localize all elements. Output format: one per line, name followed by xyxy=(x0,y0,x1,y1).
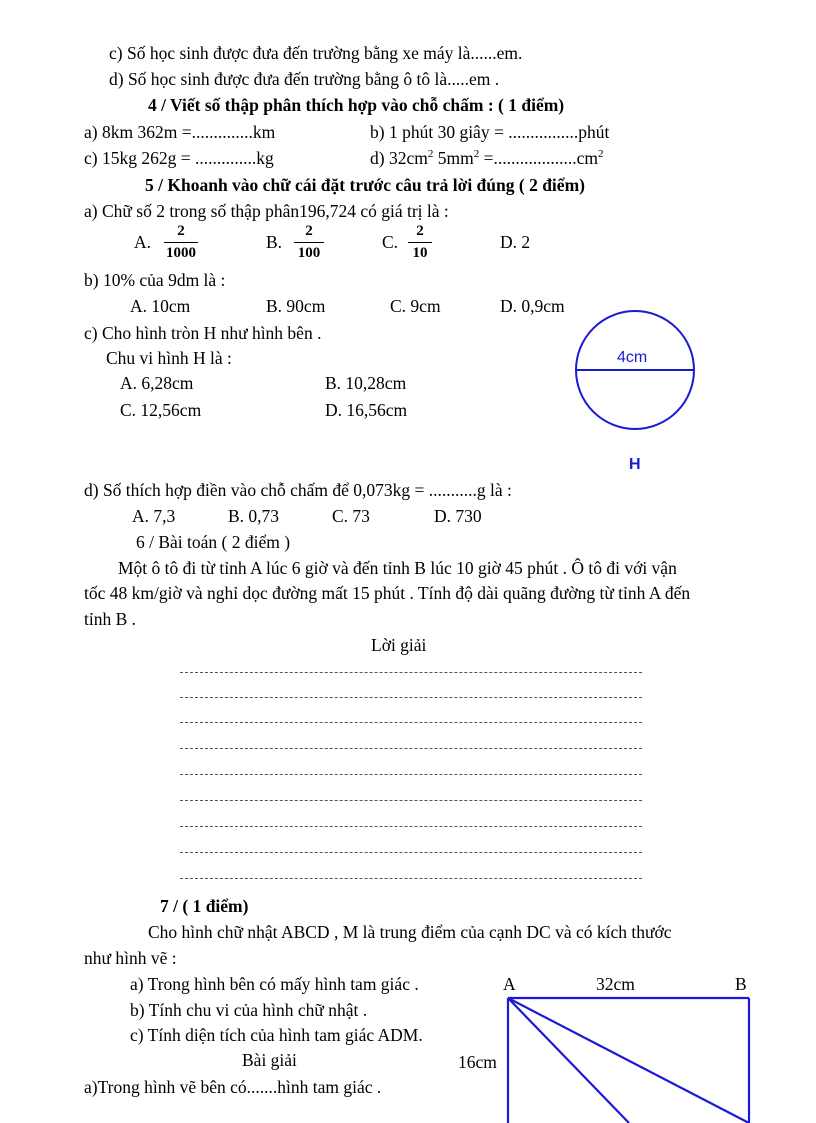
q7-solution-heading: Bài giải xyxy=(242,1050,297,1070)
q5-a-option-d: D. 2 xyxy=(500,232,531,252)
q5-b-question: b) 10% của 9dm là : xyxy=(84,270,226,290)
q4-b: b) 1 phút 30 giây = ................phút xyxy=(370,122,610,142)
q5-c-option-a: A. 6,28cm xyxy=(120,373,194,393)
q5-a-option-a-fraction: $\frac{2}{1000}$ xyxy=(166,223,196,261)
q7-b: b) Tính chu vi của hình chữ nhật . xyxy=(130,1000,368,1020)
q5-b-option-d: D. 0,9cm xyxy=(500,296,565,316)
q5-d-option-b: B. 0,73 xyxy=(228,506,280,526)
answer-line xyxy=(180,878,642,879)
height-label: 16cm xyxy=(458,1052,497,1072)
q4-d: d) $32cm^2$ $5mm^2 =...................cm^2$ xyxy=(370,148,604,168)
q5-b-option-c: C. 9cm xyxy=(390,296,441,316)
diagonal-a-to-c xyxy=(508,998,749,1123)
q5-c-question: c) Cho hình tròn H như hình bên . xyxy=(84,323,322,343)
q5-a-option-c-fraction: $\frac{2}{10}$ xyxy=(408,224,432,261)
q5-d-option-a: A. 7,3 xyxy=(132,506,176,526)
answer-line xyxy=(180,800,642,801)
circle-diameter-label: 4cm xyxy=(617,349,648,366)
answer-line xyxy=(180,826,642,827)
q7-a: a) Trong hình bên có mấy hình tam giác . xyxy=(130,974,419,994)
q6-line-2: tốc 48 km/giờ và nghỉ dọc đường mất 15 phút . Tính độ dài quãng đường từ tỉnh A đến xyxy=(84,583,691,603)
vertex-a-label: A xyxy=(503,974,516,994)
q5-d-question: d) Số thích hợp điền vào chỗ chấm để 0,073kg = ...........g là : xyxy=(84,480,512,500)
q5-a-option-a-label: A. xyxy=(134,232,152,252)
vertex-b-label: B xyxy=(735,974,747,994)
q5-d-option-c: C. 73 xyxy=(332,506,370,526)
circle-h-figure xyxy=(574,302,700,438)
width-label: 32cm xyxy=(596,974,635,994)
q4-a: a) 8km 362m =..............km xyxy=(84,122,276,142)
answer-line xyxy=(180,748,642,749)
q7-c: c) Tính diện tích của hình tam giác ADM. xyxy=(130,1025,423,1045)
q5-title: 5 / Khoanh vào chữ cái đặt trước câu trả lời đúng ( 2 điểm) xyxy=(145,175,585,195)
q4-c: c) 15kg 262g = ..............kg xyxy=(84,148,274,168)
answer-line xyxy=(180,697,642,698)
q6-line-1: Một ô tô đi từ tỉnh A lúc 6 giờ và đến tỉnh B lúc 10 giờ 45 phút . Ô tô đi với vận xyxy=(118,558,677,578)
q5-d-option-d: D. 730 xyxy=(434,506,482,526)
q7-intro-2: như hình vẽ : xyxy=(84,948,177,968)
q4-title: 4 / Viết số thập phân thích hợp vào chỗ chấm : ( 1 điểm) xyxy=(148,95,565,115)
q5-a-question: a) Chữ số 2 trong số thập phân196,724 có giá trị là : xyxy=(84,201,449,221)
q6-solution-heading: Lời giải xyxy=(371,635,427,655)
q3-d: d) Số học sinh được đưa đến trường bằng ô tô là.....em . xyxy=(109,69,500,89)
q7-title: 7 / ( 1 điểm) xyxy=(160,896,249,916)
q6-line-3: tỉnh B . xyxy=(84,609,137,629)
answer-line xyxy=(180,852,642,853)
q5-c-option-b: B. 10,28cm xyxy=(325,373,407,393)
q3-c: c) Số học sinh được đưa đến trường bằng xe máy là......em. xyxy=(109,43,523,63)
answer-line xyxy=(180,774,642,775)
q5-b-option-b: B. 90cm xyxy=(266,296,326,316)
q7-intro-1: Cho hình chữ nhật ABCD , M là trung điểm của cạnh DC và có kích thước xyxy=(148,922,672,942)
diagonal-a-to-m xyxy=(508,998,629,1123)
q5-a-option-b-label: B. xyxy=(266,232,283,252)
q7-answer-a: a)Trong hình vẽ bên có.......hình tam giác . xyxy=(84,1077,382,1097)
q5-c-sub: Chu vi hình H là : xyxy=(106,348,232,368)
circle-name-label: H xyxy=(629,456,641,473)
q5-a-option-b-fraction: $\frac{2}{100}$ xyxy=(294,224,324,261)
rectangle-abcd-figure xyxy=(505,996,753,1123)
q5-c-option-c: C. 12,56cm xyxy=(120,400,202,420)
q5-a-option-c-label: C. xyxy=(382,232,399,252)
q6-title: 6 / Bài toán ( 2 điểm ) xyxy=(136,532,291,552)
q5-b-option-a: A. 10cm xyxy=(130,296,191,316)
answer-line xyxy=(180,722,642,723)
q5-c-option-d: D. 16,56cm xyxy=(325,400,408,420)
answer-line xyxy=(180,672,642,673)
